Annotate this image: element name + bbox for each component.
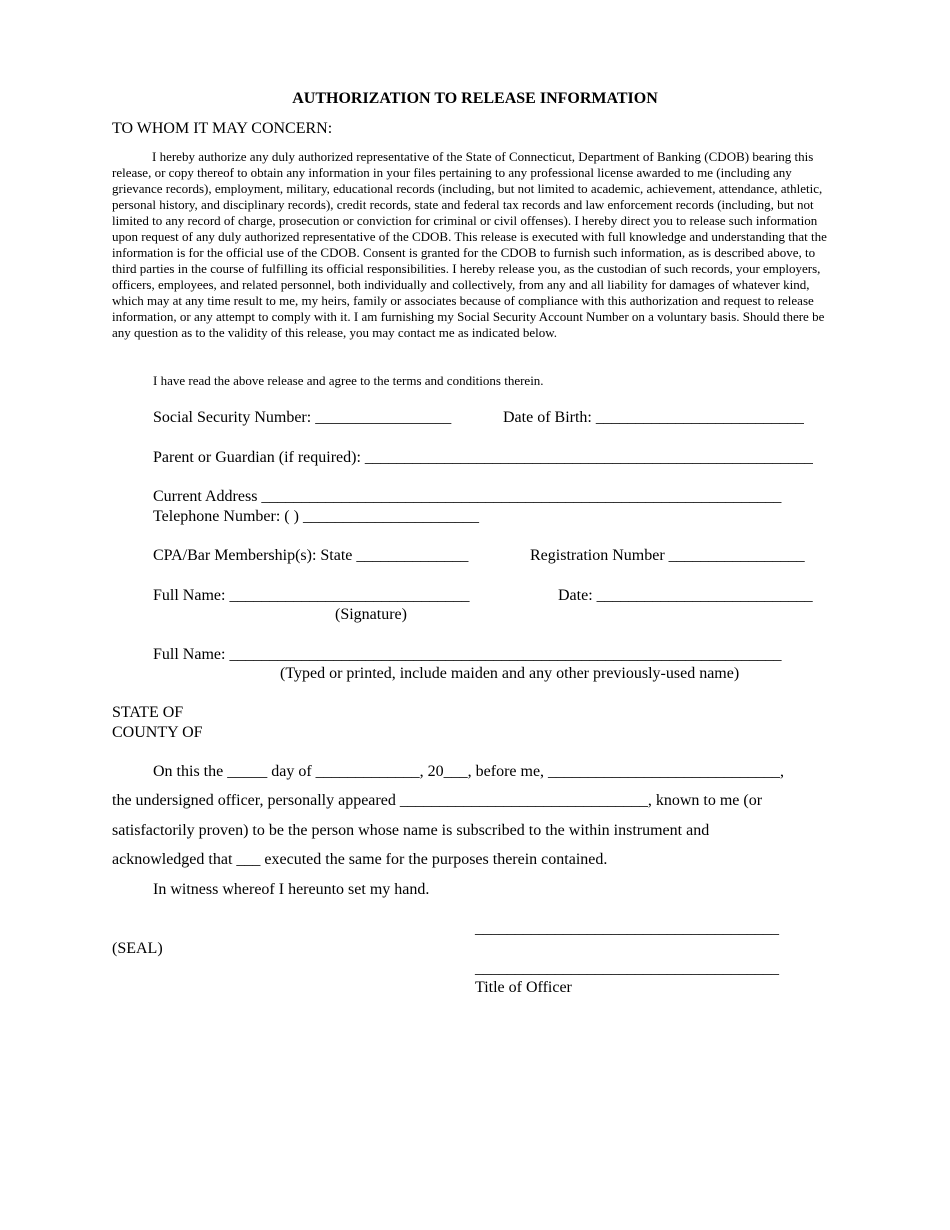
salutation: TO WHOM IT MAY CONCERN: <box>112 120 333 137</box>
notary-line-4: acknowledged that ___ executed the same for the purposes therein contained. <box>112 851 608 868</box>
title-of-officer-caption: Title of Officer <box>475 979 572 996</box>
notary-line-2: the undersigned officer, personally appeared _______________________________, known to me (or <box>112 792 763 809</box>
cpa-state-field[interactable]: CPA/Bar Membership(s): State ______________ <box>153 547 469 564</box>
officer-title-line[interactable]: ______________________________________ <box>475 960 779 977</box>
seal-label: (SEAL) <box>112 940 163 957</box>
agreement-statement: I have read the above release and agree to the terms and conditions therein. <box>153 373 544 388</box>
telephone-field[interactable]: Telephone Number: ( ) ______________________ <box>153 508 479 525</box>
state-of-label: STATE OF <box>112 704 184 721</box>
release-paragraph <box>112 149 842 341</box>
notary-line-1: On this the _____ day of _____________, 20___, before me, _____________________________, <box>153 763 785 780</box>
full-name-signature-field[interactable]: Full Name: ______________________________ <box>153 587 470 604</box>
dob-field[interactable]: Date of Birth: __________________________ <box>503 409 804 426</box>
release-paragraph-text: I hereby authorize any duly authorized representative of the State of Connecticut, Department of Banking (CDOB) bearing this release, or copy thereof to obtain any information in your files pertaining to any professional license awarded to me (including any grievance records), employment, military, educational records (including, but not limited to academic, achievement, attendance, athletic, personal history, and disciplinary records), credit records, state and federal tax records and law enforcement records (including, but not limited to any record of charge, prosecution or conviction for criminal or civil offenses). I hereby direct you to release such information upon request of any duly authorized representative of the CDOB. This release is executed with full knowledge and understanding that the information is for the official use of the CDOB. Consent is granted for the CDOB to furnish such information, as is described above, to third parties in the course of fulfilling its official responsibilities. I hereby release you, as the custodian of such records, your employers, officers, employees, and related personnel, both individually and collectively, from any and all liability for damages of whatever kind, which may at any time result to me, my heirs, family or associates because of compliance with this authorization and request to release information, or any attempt to comply with it. I am furnishing my Social Security Account Number on a voluntary basis. Should there be any question as to the validity of this release, you may contact me as indicated below. <box>112 149 827 340</box>
guardian-field[interactable]: Parent or Guardian (if required): ________________________________________________________ <box>153 449 813 466</box>
print-caption: (Typed or printed, include maiden and any other previously-used name) <box>280 665 740 682</box>
notary-line-3: satisfactorily proven) to be the person whose name is subscribed to the within instrument and <box>112 822 710 839</box>
witness-statement: In witness whereof I hereunto set my hand. <box>153 881 430 898</box>
county-of-label: COUNTY OF <box>112 724 203 741</box>
date-field[interactable]: Date: ___________________________ <box>558 587 813 604</box>
full-name-print-field[interactable]: Full Name: _____________________________________________________________________ <box>153 646 782 663</box>
registration-number-field[interactable]: Registration Number _________________ <box>530 547 805 564</box>
officer-signature-line[interactable]: ______________________________________ <box>475 920 779 937</box>
document-title: AUTHORIZATION TO RELEASE INFORMATION <box>292 90 658 107</box>
address-field[interactable]: Current Address _________________________________________________________________ <box>153 488 782 505</box>
signature-caption: (Signature) <box>335 606 407 623</box>
ssn-field[interactable]: Social Security Number: _________________ <box>153 409 452 426</box>
